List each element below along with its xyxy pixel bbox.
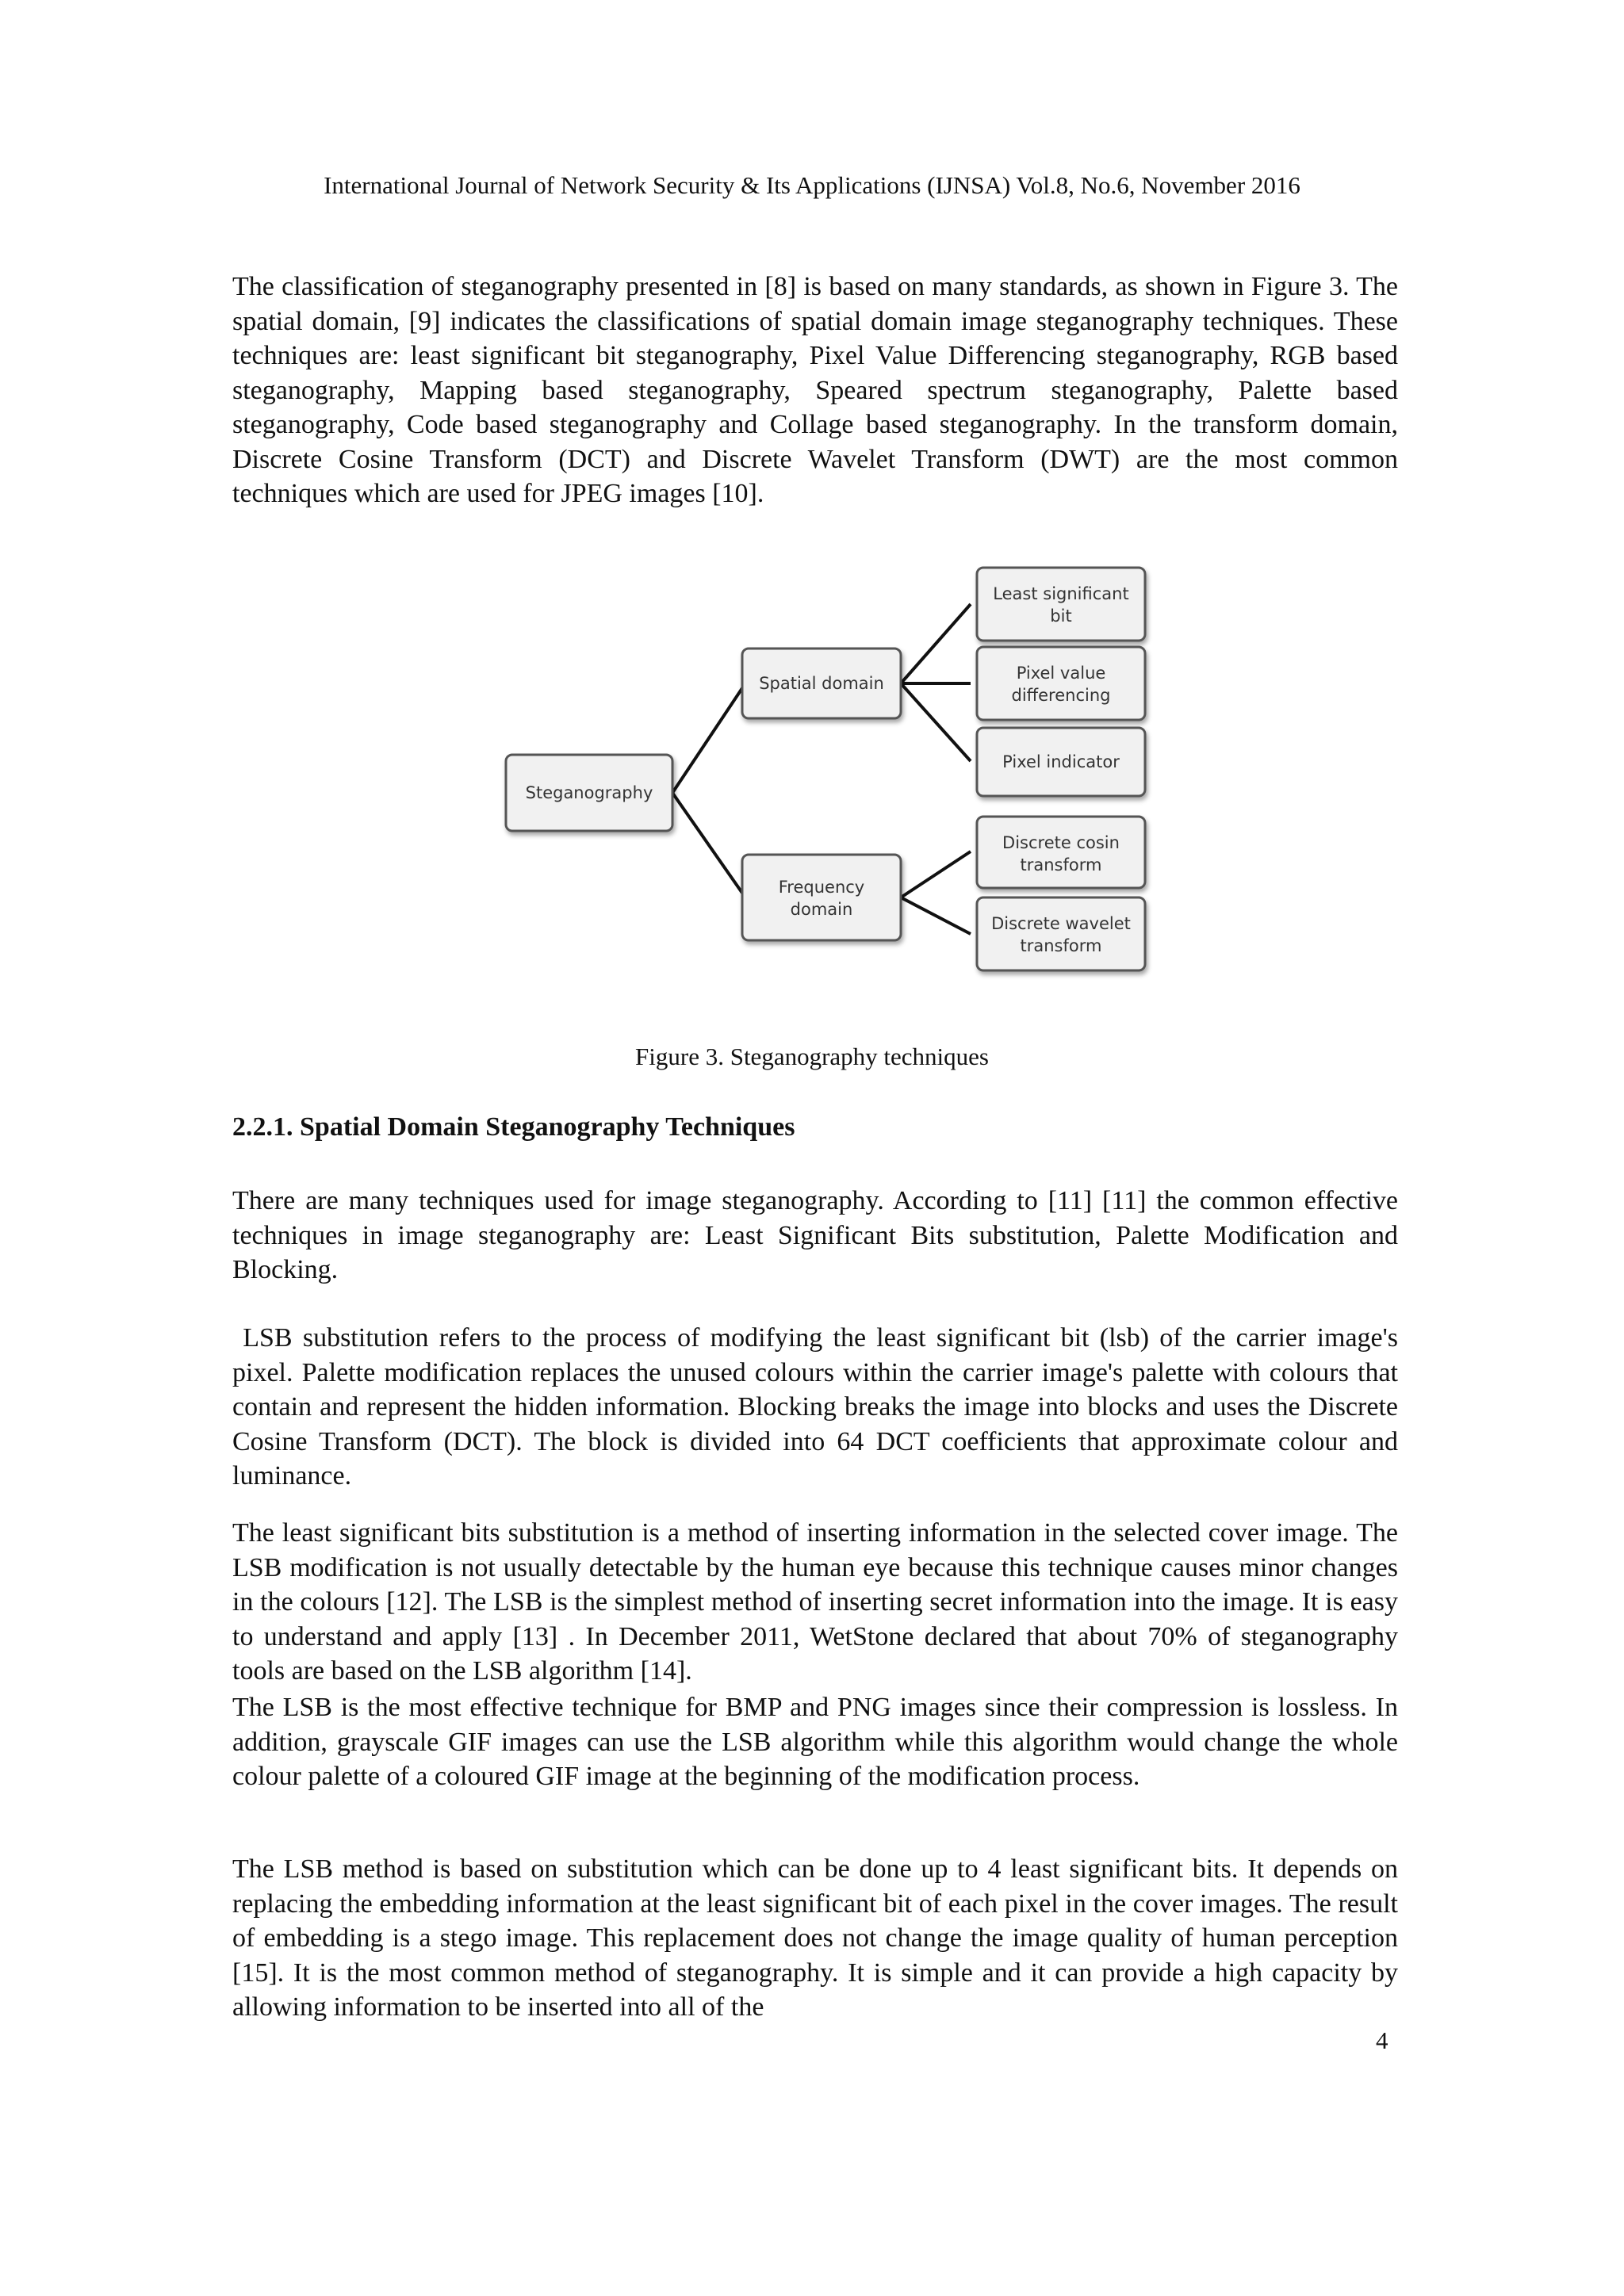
- connector-root-spatial: [672, 683, 745, 793]
- section-heading: 2.2.1. Spatial Domain Steganography Techniques: [232, 1112, 795, 1142]
- label-spatial-domain: Spatial domain: [759, 674, 884, 693]
- box-discrete-cosin-transform: [977, 817, 1145, 888]
- box-frequency-domain: [742, 855, 901, 940]
- label-dct-line2: transform: [1020, 855, 1102, 874]
- label-dwt-line1: Discrete wavelet: [991, 914, 1131, 933]
- paragraph-techniques: There are many techniques used for image steganography. According to [11] [11] the common effective techniques in image steganography are: Least Significant Bits substitution, Palette Modification and Blocking.: [232, 1186, 1398, 1284]
- box-discrete-wavelet-transform: [977, 897, 1145, 970]
- paragraph-classification: The classification of steganography presented in [8] is based on many standards, as shown in Figure 3. The spatial domain, [9] indicates the classifications of spatial domain image steganography techniques. These techniques are: least significant bit steganography, Pixel Value Differencing steganography, RGB based steganography, Mapping based steganography, Speared spectrum steganography, Palette based steganography, Code based steganography and Collage based steganography. In the transform domain, Discrete Cosine Transform (DCT) and Discrete Wavelet Transform (DWT) are the most common techniques which are used for JPEG images [10].: [232, 272, 1398, 508]
- figure-caption: Figure 3. Steganography techniques: [635, 1043, 989, 1070]
- label-pvd-line1: Pixel value: [1016, 664, 1106, 683]
- label-pvd-line2: differencing: [1011, 686, 1111, 705]
- connector-spatial-pi: [901, 683, 971, 761]
- label-pixel-indicator: Pixel indicator: [1002, 752, 1120, 771]
- connector-frequency-dct: [901, 851, 971, 897]
- label-frequency-line2: domain: [790, 900, 853, 919]
- figure-steganography-techniques: [476, 547, 1174, 991]
- paragraph-lsb-method: The least significant bits substitution is a method of inserting information in the selected cover image. The LSB modification is not usually detectable by the human eye because this technique causes minor changes in the colours [12]. The LSB is the simplest method of inserting secret information into the image. It is easy to understand and apply [13] . In December 2011, WetStone declared that about 70% of steganography tools are based on the LSB algorithm [14].: [232, 1518, 1398, 1686]
- paragraph-lsb-effective: The LSB is the most effective technique for BMP and PNG images since their compression is lossless. In addition, grayscale GIF images can use the LSB algorithm while this algorithm would change the whole colour palette of a coloured GIF image at the beginning of the modification process.: [232, 1693, 1398, 1791]
- running-header: International Journal of Network Security & Its Applications (IJNSA) Vol.8, No.6, November 2016: [324, 171, 1300, 199]
- box-least-significant-bit: [977, 568, 1145, 641]
- box-pixel-value-differencing: [977, 647, 1145, 720]
- connector-frequency-dwt: [901, 897, 971, 934]
- connector-root-frequency: [672, 793, 745, 897]
- label-dct-line1: Discrete cosin: [1002, 833, 1120, 852]
- label-dwt-line2: transform: [1020, 936, 1102, 955]
- label-lsb-line1: Least significant: [993, 584, 1129, 603]
- label-steganography: Steganography: [525, 783, 653, 802]
- connector-spatial-lsb: [901, 604, 971, 683]
- paragraph-lsb-substitution-bits: The LSB method is based on substitution which can be done up to 4 least significant bits. It depends on replacing the embedding information at the least significant bit of each pixel in the cover images. The result of embedding is a stego image. This replacement does not change the image quality of human perception [15]. It is the most common method of steganography. It is simple and it can provide a high capacity by allowing information to be inserted into all of the: [232, 1854, 1398, 2022]
- page-number: 4: [1376, 2026, 1388, 2054]
- label-lsb-line2: bit: [1050, 607, 1072, 626]
- paragraph-lsb-substitution: LSB substitution refers to the process of modifying the least significant bit (lsb) of the carrier image's pixel. Palette modification replaces the unused colours within the carrier image's palette with colours that contain and represent the hidden information. Blocking breaks the image into blocks and uses the Discrete Cosine Transform (DCT). The block is divided into 64 DCT coefficients that approximate colour and luminance.: [232, 1323, 1405, 1490]
- label-frequency-line1: Frequency: [778, 878, 865, 897]
